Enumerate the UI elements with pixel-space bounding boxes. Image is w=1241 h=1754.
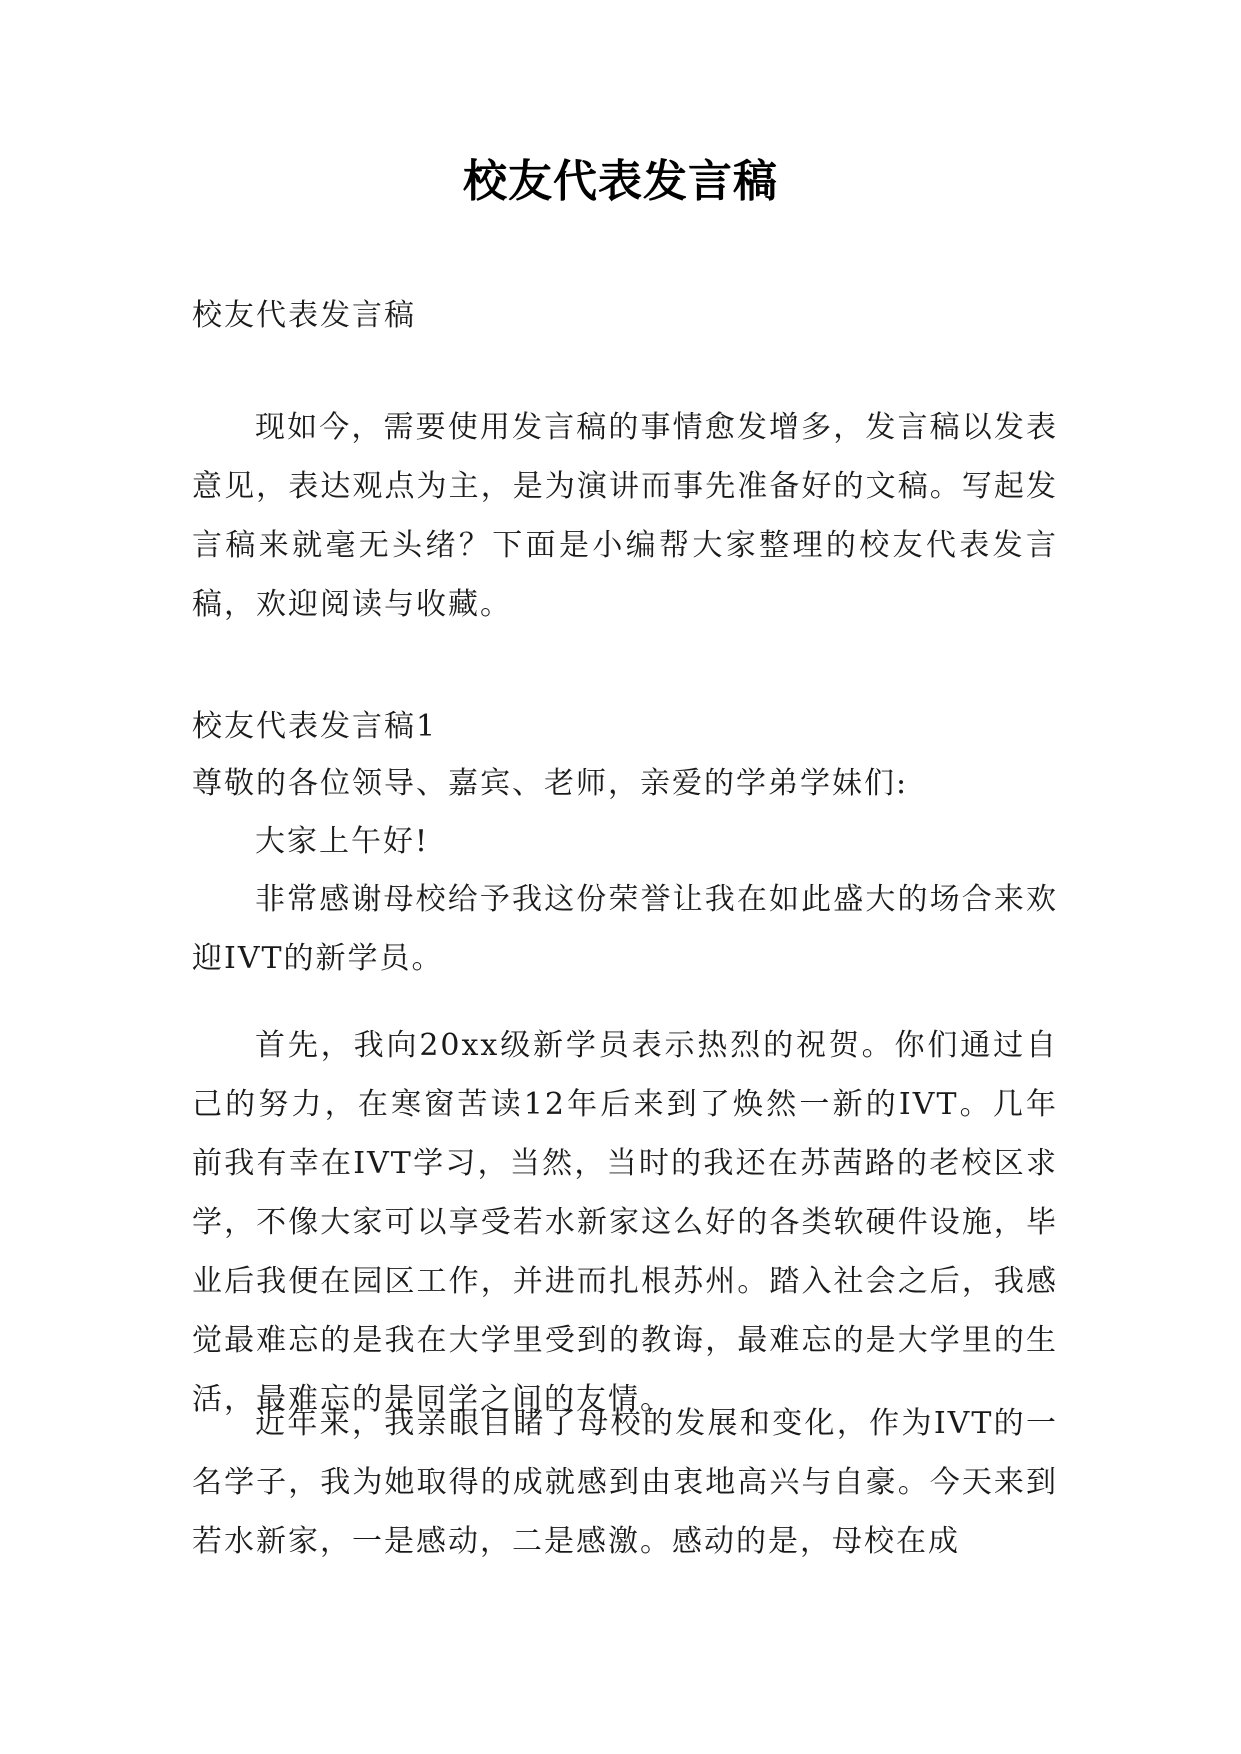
body-paragraph: 近年来，我亲眼目睹了母校的发展和变化，作为IVT的一名学子，我为她取得的成就感到由衷地高兴与自豪。今天来到若水新家，一是感动，二是感激。感动的是，母校在成 <box>192 1406 1058 1559</box>
body-paragraph: 非常感谢母校给予我这份荣誉让我在如此盛大的场合来欢迎IVT的新学员。 <box>192 882 1058 976</box>
document-title: 校友代表发言稿 <box>463 156 778 207</box>
document-subtitle: 校友代表发言稿 <box>192 298 416 333</box>
section-heading: 校友代表发言稿1 <box>192 709 438 744</box>
salutation-line: 尊敬的各位领导、嘉宾、老师，亲爱的学弟学妹们: <box>192 766 909 801</box>
intro-paragraph: 现如今，需要使用发言稿的事情愈发增多，发言稿以发表意见，表达观点为主，是为演讲而事先准备好的文稿。写起发言稿来就毫无头绪？下面是小编帮大家整理的校友代表发言稿，欢迎阅读与收藏。 <box>192 410 1058 622</box>
body-paragraph: 首先，我向20xx级新学员表示热烈的祝贺。你们通过自己的努力，在寒窗苦读12年后来到了焕然一新的IVT。几年前我有幸在IVT学习，当然，当时的我还在苏茜路的老校区求学，不像大家可以享受若水新家这么好的各类软硬件设施，毕业后我便在园区工作，并进而扎根苏州。踏入社会之后，我感觉最难忘的是我在大学里受到的教诲，最难忘的是大学里的生活，最难忘的是同学之间的友情。 <box>192 1028 1058 1417</box>
greeting-line: 大家上午好! <box>255 824 430 859</box>
